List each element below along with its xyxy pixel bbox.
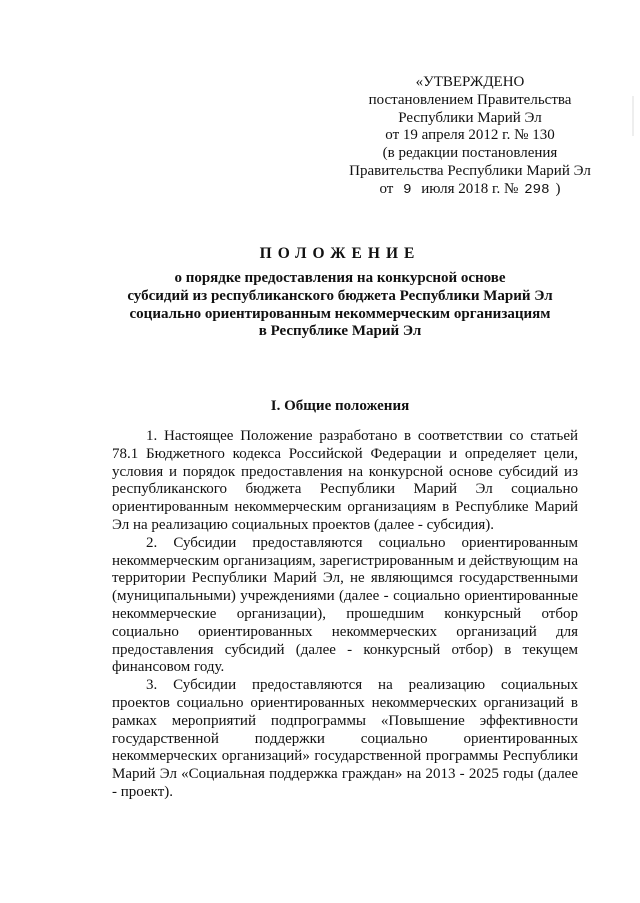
paragraph-1: 1. Настоящее Положение разработано в соответствии со статьей 78.1 Бюджетного кодекса Российской Федерации и определяет цели, условия и порядок предоставления на конкурсной основе субсидий из республиканского бюджета Республики Марий Эл социально ориентированным некоммерческим организациям в Республике Марий Эл на реализацию социальных проектов (далее - субсидия). <box>112 428 578 533</box>
approval-line-revision: (в редакции постановления <box>382 145 558 162</box>
subtitle-line-2: субсидий из республиканского бюджета Республики Марий Эл <box>127 287 553 304</box>
revision-month-year: июля 2018 г. № <box>421 180 519 197</box>
document-title: ПОЛОЖЕНИЕ <box>259 245 421 262</box>
subtitle-line-1: о порядке предоставления на конкурсной основе <box>174 270 506 286</box>
subtitle-line-3: социально ориентированным некоммерческим организациям <box>129 305 551 322</box>
approval-line-date: от 19 апреля 2012 г. № 130 <box>385 127 555 144</box>
paragraph-2: 2. Субсидии предоставляются социально ориентированным некоммерческим организациям, зарегистрированным и действующим на территории Республики Марий Эл, не являющимся государственными (муниципальными) учреждениями (далее - социально ориентированные некоммерческие организации), прошедшим конкурсный отбор социально ориентированных некоммерческих организаций для предоставления субсидий (далее - конкурсный отбор) в текущем финансовом году. <box>112 534 578 676</box>
approval-line-resolution: постановлением Правительства <box>368 91 572 108</box>
section-body <box>112 428 578 802</box>
revision-date-prefix: от <box>379 180 394 197</box>
paragraph-3: 3. Субсидии предоставляются на реализацию социальных проектов социально ориентированных некоммерческих организаций в рамках мероприятий подпрограммы «Повышение эффективности государственной поддержки социально ориентированных некоммерческих организаций» государственной программы Республики Марий Эл «Социальная поддержка граждан» на 2013 - 2025 годы (далее - проект). <box>112 677 578 800</box>
document-subtitle <box>70 270 610 341</box>
section-heading: I. Общие положения <box>270 398 410 414</box>
revision-date-suffix: ) <box>555 180 561 197</box>
approval-line-revision-date <box>300 181 640 200</box>
approval-stamp-block <box>300 74 640 200</box>
revision-number: 298 <box>524 181 550 198</box>
approval-line-republic: Республики Марий Эл <box>398 109 542 126</box>
approval-line-approved: «УТВЕРЖДЕНО <box>415 74 525 90</box>
approval-line-government: Правительства Республики Марий Эл <box>349 162 591 179</box>
revision-day: 9 <box>403 181 412 198</box>
subtitle-line-4: в Республике Марий Эл <box>258 323 422 340</box>
